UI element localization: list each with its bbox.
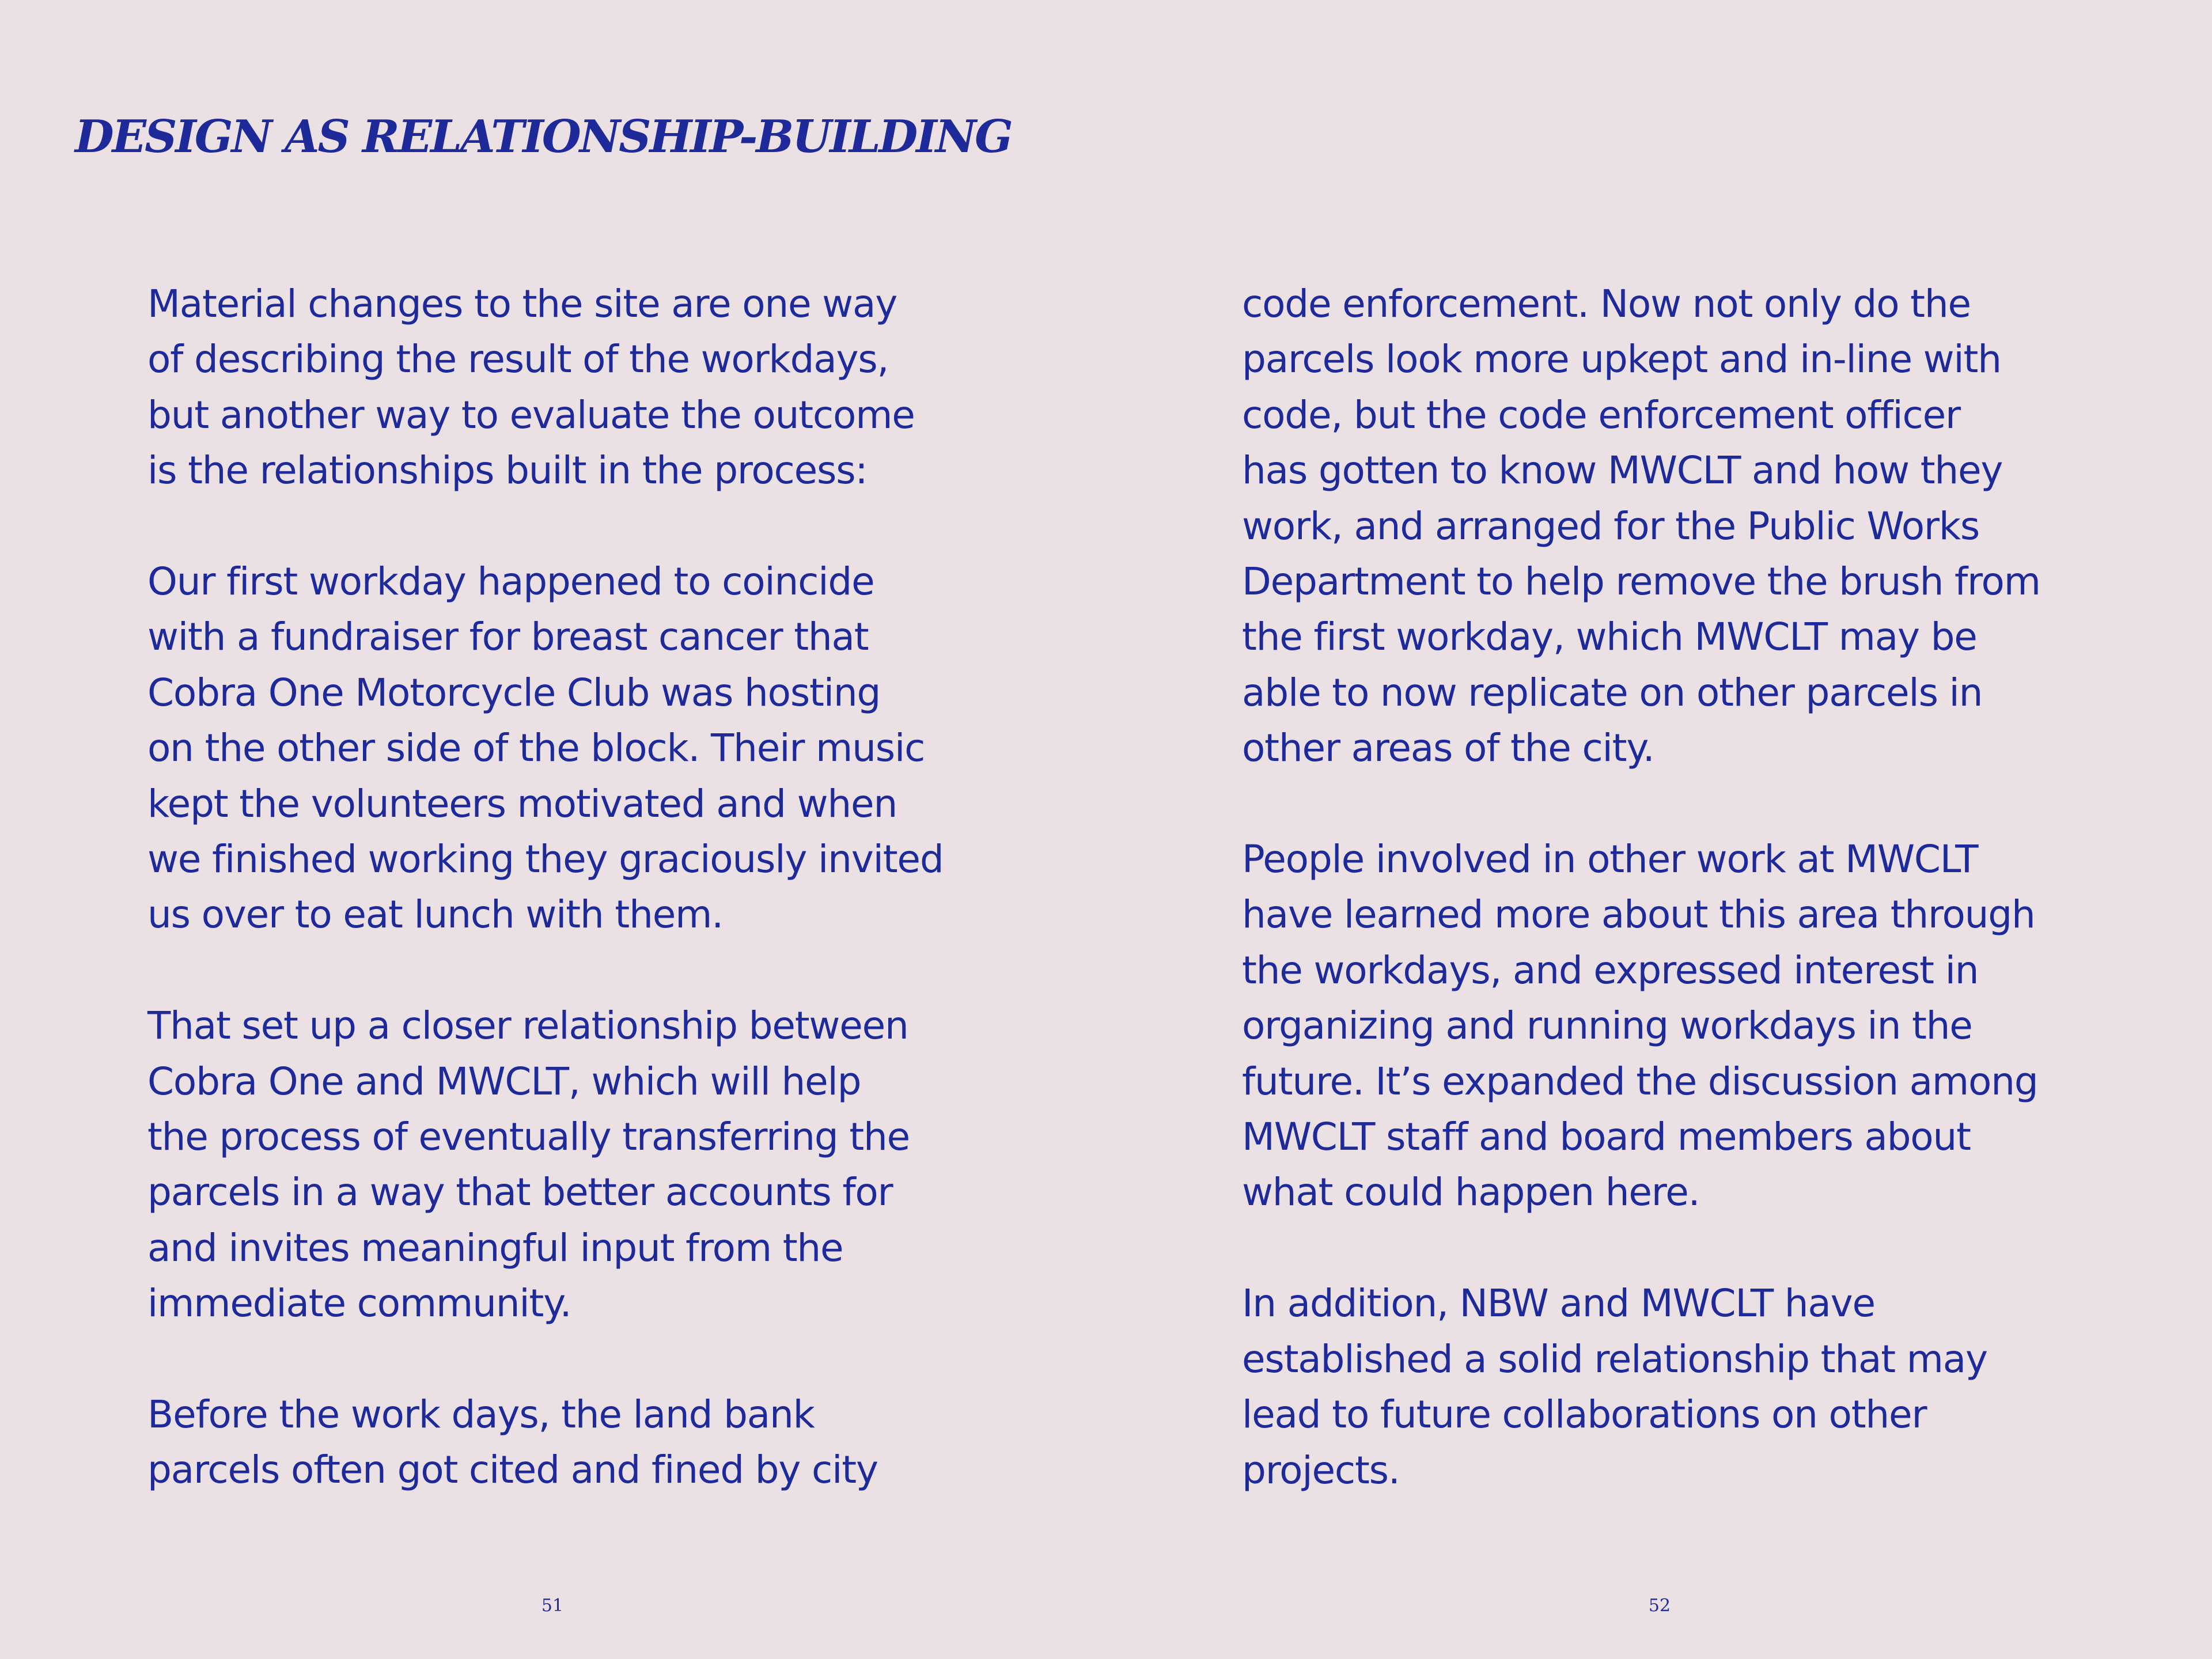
right-paragraph-1: code enforcement. Now not only do the parcels look more upkept and in-line with code, but the code enforcement officer has gotten to know MWCLT and how they work, and arranged for the Public Works Department to help remove the brush from the first workday, which MWCLT may be able to now replicate on other parcels in other areas of the city. bbox=[1242, 282, 2040, 771]
left-paragraph-4: Before the work days, the land bank parcels often got cited and fined by city bbox=[147, 1392, 878, 1493]
page-number-right: 52 bbox=[1648, 1596, 1671, 1616]
page-number-left: 51 bbox=[541, 1596, 564, 1616]
right-paragraph-2: People involved in other work at MWCLT have learned more about this area through the workdays, and expressed interest in organizing and running workdays in the future. It’s expanded the discussion among MWCLT staff and board members about what could happen here. bbox=[1242, 837, 2038, 1215]
left-paragraph-1: Material changes to the site are one way of describing the result of the workdays, but another way to evaluate the outcome is the relationships built in the process: bbox=[147, 282, 915, 493]
right-page-body bbox=[1242, 276, 2129, 1498]
section-heading: DESIGN AS RELATIONSHIP-BUILDING bbox=[75, 111, 1012, 163]
left-paragraph-2: Our first workday happened to coincide with a fundraiser for breast cancer that Cobra One Motorcycle Club was hosting on the other side of the block. Their music kept the volunteers motivated and when we finished working they graciously invited us over to eat lunch with them. bbox=[147, 559, 944, 937]
right-paragraph-3: In addition, NBW and MWCLT have established a solid relationship that may lead to future collaborations on other projects. bbox=[1242, 1281, 1987, 1493]
left-paragraph-3: That set up a closer relationship between Cobra One and MWCLT, which will help the process of eventually transferring the parcels in a way that better accounts for and invites meaningful input from the immediate community. bbox=[147, 1003, 910, 1326]
left-page-body bbox=[147, 276, 1035, 1498]
